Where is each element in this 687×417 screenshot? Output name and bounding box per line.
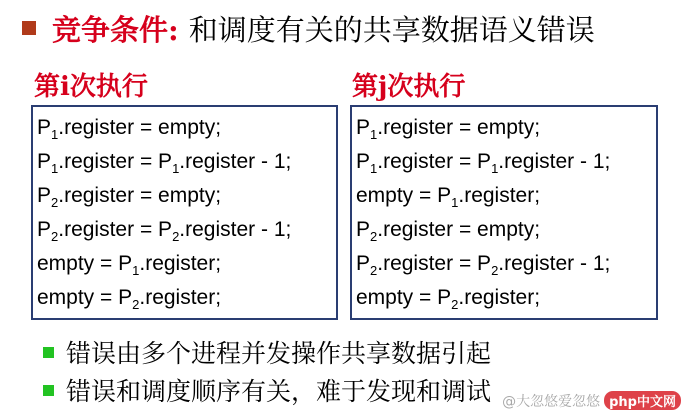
code-text: .register = empty; [58, 116, 222, 139]
code-line [356, 179, 656, 213]
title-keyword: 竞争条件: [52, 12, 179, 47]
column-heading-j: 第j次执行 [352, 72, 466, 102]
code-text: P [356, 218, 371, 241]
code-text: .register = empty; [377, 218, 541, 241]
code-line [37, 213, 336, 247]
code-subscript: 2 [491, 263, 499, 278]
code-text: .register = empty; [58, 184, 222, 207]
code-box-j [350, 105, 658, 320]
code-text: .register; [458, 286, 541, 309]
code-text: P [37, 116, 52, 139]
code-line [37, 281, 336, 315]
green-square-bullet-icon [43, 347, 54, 358]
green-square-bullet-icon [43, 385, 54, 396]
code-text: .register - 1; [498, 252, 611, 275]
code-subscript: 1 [451, 195, 459, 210]
title-bullet-icon [22, 21, 36, 35]
code-text: P [37, 150, 52, 173]
code-subscript: 2 [132, 297, 140, 312]
code-subscript: 2 [51, 195, 59, 210]
code-text: .register; [139, 286, 222, 309]
bullet-text: 错误和调度顺序有关，难于发现和调试 [66, 377, 492, 406]
code-line [37, 145, 336, 179]
code-text: .register = P [58, 150, 173, 173]
code-text: P [37, 184, 52, 207]
code-text: .register - 1; [179, 218, 292, 241]
code-text: .register = P [377, 150, 492, 173]
watermark [502, 391, 681, 411]
code-text: empty = P [37, 286, 133, 309]
code-subscript: 2 [451, 297, 459, 312]
code-box-i [31, 105, 338, 320]
code-subscript: 1 [491, 161, 499, 176]
bullet-text: 错误由多个进程并发操作共享数据引起 [66, 339, 492, 368]
slide-title [22, 8, 595, 48]
code-line [356, 111, 656, 145]
code-text: .register = P [58, 218, 173, 241]
code-text: .register = P [377, 252, 492, 275]
code-text: P [37, 218, 52, 241]
code-text: .register - 1; [179, 150, 292, 173]
watermark-badge: php中文网 [604, 391, 681, 410]
code-subscript: 1 [51, 127, 59, 142]
code-line [356, 213, 656, 247]
code-subscript: 2 [51, 229, 59, 244]
code-text: .register; [139, 252, 222, 275]
code-line [356, 247, 656, 281]
bullet-item-2 [43, 374, 491, 406]
code-text: empty = P [37, 252, 133, 275]
code-subscript: 2 [370, 263, 378, 278]
code-text: P [356, 150, 371, 173]
code-line [37, 247, 336, 281]
code-line [37, 179, 336, 213]
title-description: 和调度有关的共享数据语义错误 [188, 12, 595, 47]
code-subscript: 1 [370, 127, 378, 142]
code-text: .register - 1; [498, 150, 611, 173]
code-text: P [356, 116, 371, 139]
code-line [356, 281, 656, 315]
column-heading-i: 第i次执行 [34, 72, 148, 102]
code-subscript: 1 [51, 161, 59, 176]
code-subscript: 1 [370, 161, 378, 176]
code-text: empty = P [356, 286, 452, 309]
code-text: .register = empty; [377, 116, 541, 139]
code-subscript: 1 [132, 263, 140, 278]
code-subscript: 2 [370, 229, 378, 244]
bullet-item-1 [43, 336, 491, 368]
code-text: empty = P [356, 184, 452, 207]
code-text: P [356, 252, 371, 275]
code-subscript: 1 [172, 161, 180, 176]
code-text: .register; [458, 184, 541, 207]
code-line [37, 111, 336, 145]
code-subscript: 2 [172, 229, 180, 244]
code-line [356, 145, 656, 179]
watermark-text: @大忽悠爱忽悠 [502, 394, 601, 410]
